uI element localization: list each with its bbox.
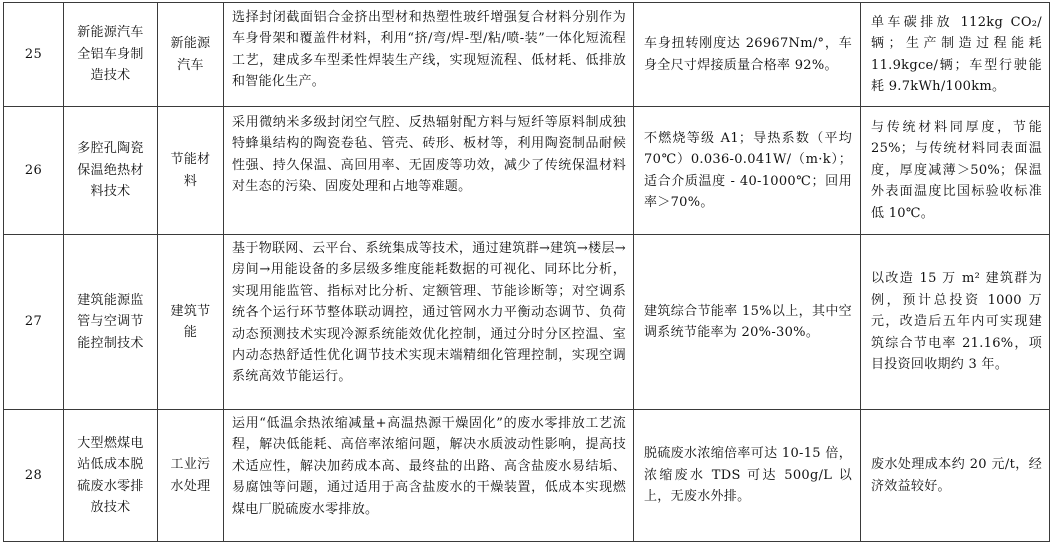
application-field: 建筑节能 bbox=[158, 235, 224, 410]
technology-name: 大型燃煤电站低成本脱硫废水零排放技术 bbox=[64, 410, 158, 542]
technology-description: 基于物联网、云平台、系统集成等技术，通过建筑群→建筑→楼层→房间→用能设备的多层级多维度能耗数据的可视化、同环比分析，实现用能监管、指标对比分析、定额管理、节能诊断等；对空调系统各个运行环节整体联动调控，通过管网水力平衡动态调节、负荷动态预测技术实现冷源系统能效优化控制，通过分时分区控温、室内动态热舒适性优化调节技术实现末端精细化管理控制，实现空调系统高效节能运行。 bbox=[224, 235, 634, 410]
technology-catalog-table bbox=[3, 2, 1050, 542]
technology-description: 采用微纳米多级封闭空气腔、反热辐射配方料与短纤等原料制成独特蜂巢结构的陶瓷卷毡、管壳、砖形、板材等，利用陶瓷制品耐候性强、持久保温、高回用率、无固废等功效，减少了传统保温材料对生态的污染、固废处理和占地等难题。 bbox=[224, 107, 634, 235]
table-row bbox=[4, 107, 1050, 235]
key-indicators: 车身扭转刚度达 26967Nm/°，车身全尺寸焊接质量合格率 92%。 bbox=[634, 3, 861, 107]
key-indicators: 建筑综合节能率 15%以上，其中空调系统节能率为 20%-30%。 bbox=[634, 235, 861, 410]
table-row bbox=[4, 410, 1050, 542]
technology-description: 运用“低温余热浓缩减量+高温热源干燥固化”的废水零排放工艺流程，解决低能耗、高倍率浓缩问题，解决水质波动性影响，提高技术适应性，解决加药成本高、最终盐的出路、高含盐废水易结垢、易腐蚀等问题，通过适用于高含盐废水的干燥装置，低成本实现燃煤电厂脱硫废水零排放。 bbox=[224, 410, 634, 542]
key-indicators: 不燃烧等级 A1；导热系数（平均 70℃）0.036-0.041W/（m·k）；适合介质温度 - 40-1000℃；回用率＞70%。 bbox=[634, 107, 861, 235]
technology-name: 新能源汽车全铝车身制造技术 bbox=[64, 3, 158, 107]
technology-name: 建筑能源监管与空调节能控制技术 bbox=[64, 235, 158, 410]
technology-name: 多腔孔陶瓷保温绝热材料技术 bbox=[64, 107, 158, 235]
benefit-summary: 废水处理成本约 20 元/t，经济效益较好。 bbox=[861, 410, 1050, 542]
application-field: 工业污水处理 bbox=[158, 410, 224, 542]
row-number: 27 bbox=[4, 235, 64, 410]
technology-description: 选择封闭截面铝合金挤出型材和热塑性玻纤增强复合材料分别作为车身骨架和覆盖件材料，利用“挤/弯/焊-型/粘/喷-装”一体化短流程工艺，建成多车型柔性焊装生产线，实现短流程、低材耗、低排放和智能化生产。 bbox=[224, 3, 634, 107]
row-number: 26 bbox=[4, 107, 64, 235]
table-row bbox=[4, 3, 1050, 107]
benefit-summary: 单车碳排放 112kg CO₂/辆；生产制造过程能耗 11.9kgce/辆；车型行驶能耗 9.7kWh/100km。 bbox=[861, 3, 1050, 107]
application-field: 节能材料 bbox=[158, 107, 224, 235]
key-indicators: 脱硫废水浓缩倍率可达 10-15 倍，浓缩废水 TDS 可达 500g/L 以上，无废水外排。 bbox=[634, 410, 861, 542]
row-number: 28 bbox=[4, 410, 64, 542]
benefit-summary: 以改造 15 万 m² 建筑群为例，预计总投资 1000 万元，改造后五年内可实现建筑综合节电率 21.16%，项目投资回收期约 3 年。 bbox=[861, 235, 1050, 410]
application-field: 新能源汽车 bbox=[158, 3, 224, 107]
table-row bbox=[4, 235, 1050, 410]
row-number: 25 bbox=[4, 3, 64, 107]
benefit-summary: 与传统材料同厚度，节能 25%；与传统材料同表面温度，厚度减薄＞50%；保温外表面温度比国标验收标准低 10℃。 bbox=[861, 107, 1050, 235]
